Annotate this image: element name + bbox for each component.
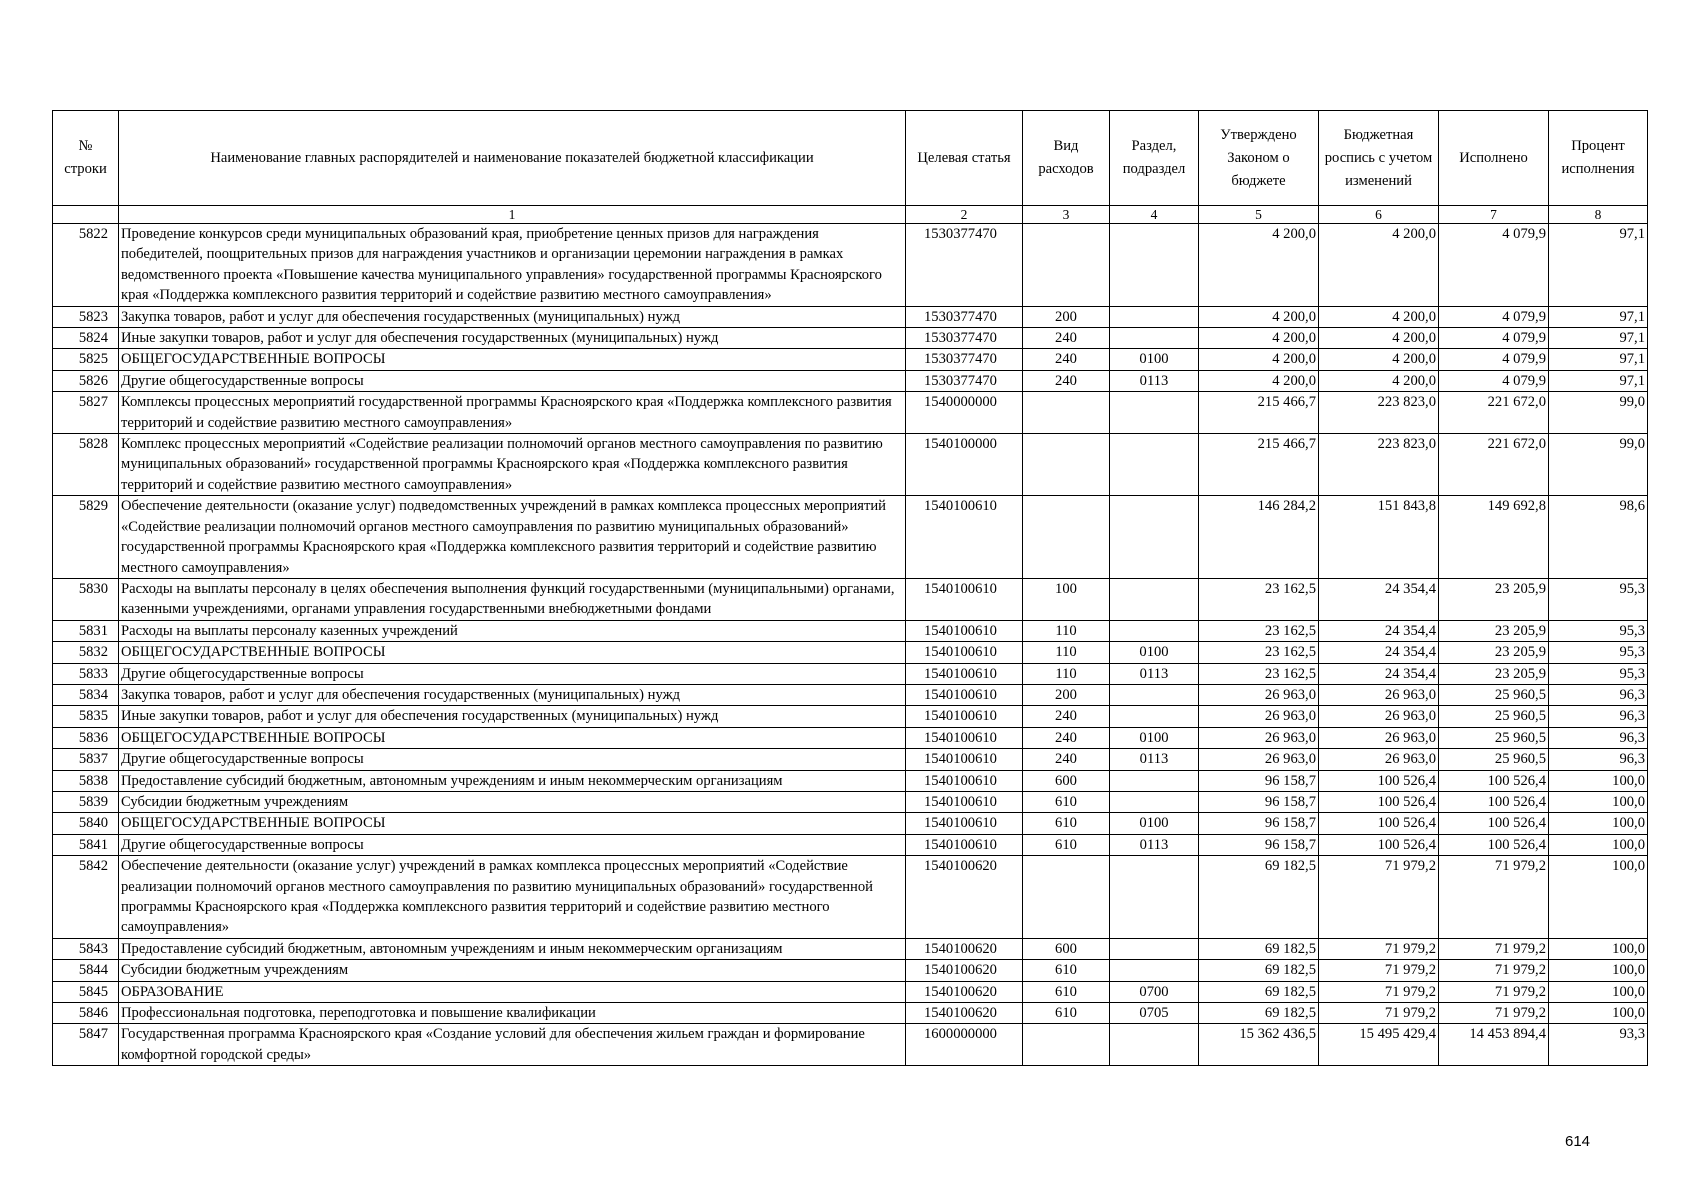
expense-kind-cell: 200 — [1023, 306, 1110, 327]
percent-cell: 100,0 — [1549, 981, 1648, 1002]
approved-cell: 69 182,5 — [1199, 856, 1319, 939]
budget-schedule-cell: 151 843,8 — [1319, 496, 1439, 579]
approved-cell: 96 158,7 — [1199, 791, 1319, 812]
section-cell: 0100 — [1110, 727, 1199, 748]
expense-kind-cell — [1023, 224, 1110, 307]
table-row — [53, 813, 1648, 834]
target-article-cell: 1540100610 — [906, 706, 1023, 727]
table-row — [53, 370, 1648, 391]
executed-cell: 4 079,9 — [1439, 328, 1549, 349]
expense-kind-cell: 240 — [1023, 727, 1110, 748]
expense-kind-cell: 240 — [1023, 328, 1110, 349]
section-cell — [1110, 791, 1199, 812]
name-cell: Комплексы процессных мероприятий государственной программы Красноярского края «Поддержка комплексного развития территорий и содействие развитию местного самоуправления» — [119, 392, 906, 434]
name-cell: Комплекс процессных мероприятий «Содействие реализации полномочий органов местного самоуправления по развитию муниципальных образований» государственной программы Красноярского края «Поддержка комплексного развития территорий и содействие развитию местного самоуправления» — [119, 434, 906, 496]
target-article-cell: 1540100610 — [906, 749, 1023, 770]
executed-cell: 25 960,5 — [1439, 684, 1549, 705]
expense-kind-cell: 240 — [1023, 370, 1110, 391]
table-row — [53, 749, 1648, 770]
section-cell — [1110, 434, 1199, 496]
executed-cell: 100 526,4 — [1439, 834, 1549, 855]
row-number-cell: 5841 — [53, 834, 119, 855]
budget-schedule-cell: 71 979,2 — [1319, 981, 1439, 1002]
percent-cell: 100,0 — [1549, 960, 1648, 981]
table-row — [53, 392, 1648, 434]
row-number-cell: 5845 — [53, 981, 119, 1002]
budget-schedule-cell: 100 526,4 — [1319, 791, 1439, 812]
expense-kind-cell: 610 — [1023, 981, 1110, 1002]
executed-cell: 71 979,2 — [1439, 938, 1549, 959]
percent-cell: 97,1 — [1549, 349, 1648, 370]
approved-cell: 215 466,7 — [1199, 434, 1319, 496]
column-number: 8 — [1549, 206, 1648, 224]
approved-cell: 4 200,0 — [1199, 306, 1319, 327]
percent-cell: 95,3 — [1549, 663, 1648, 684]
target-article-cell: 1540100610 — [906, 620, 1023, 641]
percent-cell: 95,3 — [1549, 642, 1648, 663]
approved-cell: 15 362 436,5 — [1199, 1024, 1319, 1066]
row-number-cell: 5846 — [53, 1003, 119, 1024]
row-number-cell: 5840 — [53, 813, 119, 834]
name-cell: Другие общегосударственные вопросы — [119, 749, 906, 770]
approved-cell: 23 162,5 — [1199, 578, 1319, 620]
row-number-cell: 5847 — [53, 1024, 119, 1066]
name-cell: Расходы на выплаты персоналу казенных учреждений — [119, 620, 906, 641]
table-row — [53, 349, 1648, 370]
column-number: 5 — [1199, 206, 1319, 224]
expense-kind-cell: 240 — [1023, 349, 1110, 370]
section-cell: 0113 — [1110, 370, 1199, 391]
budget-schedule-cell: 4 200,0 — [1319, 328, 1439, 349]
percent-cell: 96,3 — [1549, 749, 1648, 770]
table-row — [53, 938, 1648, 959]
section-cell: 0100 — [1110, 349, 1199, 370]
target-article-cell: 1530377470 — [906, 328, 1023, 349]
expense-kind-cell — [1023, 496, 1110, 579]
table-row — [53, 684, 1648, 705]
section-cell — [1110, 684, 1199, 705]
section-cell: 0113 — [1110, 749, 1199, 770]
row-number-cell: 5834 — [53, 684, 119, 705]
approved-cell: 26 963,0 — [1199, 727, 1319, 748]
executed-cell: 71 979,2 — [1439, 1003, 1549, 1024]
header-name: Наименование главных распорядителей и наименование показателей бюджетной классификации — [119, 111, 906, 206]
target-article-cell: 1540100000 — [906, 434, 1023, 496]
executed-cell: 23 205,9 — [1439, 578, 1549, 620]
row-number-cell: 5830 — [53, 578, 119, 620]
executed-cell: 4 079,9 — [1439, 349, 1549, 370]
section-cell: 0100 — [1110, 642, 1199, 663]
row-number-cell: 5825 — [53, 349, 119, 370]
percent-cell: 100,0 — [1549, 813, 1648, 834]
executed-cell: 23 205,9 — [1439, 663, 1549, 684]
table-row — [53, 791, 1648, 812]
budget-schedule-cell: 24 354,4 — [1319, 663, 1439, 684]
budget-schedule-cell: 26 963,0 — [1319, 727, 1439, 748]
name-cell: Иные закупки товаров, работ и услуг для обеспечения государственных (муниципальных) нужд — [119, 706, 906, 727]
column-number: 1 — [119, 206, 906, 224]
section-cell: 0100 — [1110, 813, 1199, 834]
table-row — [53, 706, 1648, 727]
executed-cell: 23 205,9 — [1439, 642, 1549, 663]
expense-kind-cell: 240 — [1023, 706, 1110, 727]
table-row — [53, 578, 1648, 620]
approved-cell: 69 182,5 — [1199, 981, 1319, 1002]
row-number-cell: 5838 — [53, 770, 119, 791]
section-cell — [1110, 224, 1199, 307]
approved-cell: 23 162,5 — [1199, 642, 1319, 663]
name-cell: ОБЩЕГОСУДАРСТВЕННЫЕ ВОПРОСЫ — [119, 727, 906, 748]
row-number-cell: 5827 — [53, 392, 119, 434]
table-row — [53, 663, 1648, 684]
target-article-cell: 1540100620 — [906, 960, 1023, 981]
approved-cell: 26 963,0 — [1199, 749, 1319, 770]
row-number-cell: 5826 — [53, 370, 119, 391]
approved-cell: 96 158,7 — [1199, 813, 1319, 834]
name-cell: Обеспечение деятельности (оказание услуг) учреждений в рамках комплекса процессных мероприятий «Содействие реализации полномочий органов местного самоуправления по развитию муниципальных образований» государственной программы Красноярского края «Поддержка комплексного развития территорий и содействие развитию местного самоуправления» — [119, 856, 906, 939]
expense-kind-cell: 100 — [1023, 578, 1110, 620]
header-target-article: Целевая статья — [906, 111, 1023, 206]
budget-schedule-cell: 71 979,2 — [1319, 938, 1439, 959]
target-article-cell: 1540000000 — [906, 392, 1023, 434]
expense-kind-cell: 610 — [1023, 813, 1110, 834]
name-cell: Проведение конкурсов среди муниципальных образований края, приобретение ценных призов для награждения победителей, поощрительных призов для награждения участников и организации церемонии награждения в рамках ведомственного проекта «Повышение качества муниципального управления» государственной программы Красноярского края «Поддержка комплексного развития территорий и содействие развитию местного самоуправления» — [119, 224, 906, 307]
row-number-cell: 5831 — [53, 620, 119, 641]
percent-cell: 100,0 — [1549, 938, 1648, 959]
target-article-cell: 1530377470 — [906, 349, 1023, 370]
table-row — [53, 1003, 1648, 1024]
name-cell: ОБЩЕГОСУДАРСТВЕННЫЕ ВОПРОСЫ — [119, 813, 906, 834]
section-cell — [1110, 306, 1199, 327]
expense-kind-cell: 200 — [1023, 684, 1110, 705]
expense-kind-cell: 240 — [1023, 749, 1110, 770]
column-number: 7 — [1439, 206, 1549, 224]
executed-cell: 149 692,8 — [1439, 496, 1549, 579]
column-number-row — [53, 206, 1648, 224]
budget-schedule-cell: 4 200,0 — [1319, 306, 1439, 327]
row-number-cell: 5842 — [53, 856, 119, 939]
name-cell: Иные закупки товаров, работ и услуг для обеспечения государственных (муниципальных) нужд — [119, 328, 906, 349]
percent-cell: 100,0 — [1549, 791, 1648, 812]
executed-cell: 221 672,0 — [1439, 434, 1549, 496]
name-cell: Другие общегосударственные вопросы — [119, 370, 906, 391]
approved-cell: 146 284,2 — [1199, 496, 1319, 579]
budget-schedule-cell: 71 979,2 — [1319, 1003, 1439, 1024]
target-article-cell: 1540100610 — [906, 684, 1023, 705]
target-article-cell: 1540100610 — [906, 834, 1023, 855]
target-article-cell: 1540100610 — [906, 791, 1023, 812]
column-number: 6 — [1319, 206, 1439, 224]
row-number-cell: 5828 — [53, 434, 119, 496]
target-article-cell: 1530377470 — [906, 370, 1023, 391]
section-cell: 0113 — [1110, 834, 1199, 855]
budget-schedule-cell: 71 979,2 — [1319, 960, 1439, 981]
section-cell — [1110, 960, 1199, 981]
name-cell: ОБЩЕГОСУДАРСТВЕННЫЕ ВОПРОСЫ — [119, 349, 906, 370]
budget-schedule-cell: 100 526,4 — [1319, 770, 1439, 791]
budget-schedule-cell: 15 495 429,4 — [1319, 1024, 1439, 1066]
percent-cell: 95,3 — [1549, 620, 1648, 641]
target-article-cell: 1540100610 — [906, 496, 1023, 579]
page-number: 614 — [1565, 1133, 1591, 1150]
expense-kind-cell: 610 — [1023, 960, 1110, 981]
approved-cell: 4 200,0 — [1199, 370, 1319, 391]
approved-cell: 215 466,7 — [1199, 392, 1319, 434]
approved-cell: 23 162,5 — [1199, 663, 1319, 684]
executed-cell: 4 079,9 — [1439, 224, 1549, 307]
column-number — [53, 206, 119, 224]
table-row — [53, 981, 1648, 1002]
percent-cell: 99,0 — [1549, 434, 1648, 496]
row-number-cell: 5833 — [53, 663, 119, 684]
target-article-cell: 1530377470 — [906, 306, 1023, 327]
section-cell — [1110, 496, 1199, 579]
percent-cell: 100,0 — [1549, 1003, 1648, 1024]
row-number-cell: 5822 — [53, 224, 119, 307]
row-number-cell: 5832 — [53, 642, 119, 663]
row-number-cell: 5844 — [53, 960, 119, 981]
executed-cell: 23 205,9 — [1439, 620, 1549, 641]
budget-schedule-cell: 4 200,0 — [1319, 224, 1439, 307]
budget-schedule-cell: 223 823,0 — [1319, 392, 1439, 434]
name-cell: Другие общегосударственные вопросы — [119, 834, 906, 855]
header-percent: Процент исполнения — [1549, 111, 1648, 206]
section-cell: 0113 — [1110, 663, 1199, 684]
expense-kind-cell: 110 — [1023, 642, 1110, 663]
budget-schedule-cell: 24 354,4 — [1319, 642, 1439, 663]
target-article-cell: 1540100620 — [906, 856, 1023, 939]
name-cell: Другие общегосударственные вопросы — [119, 663, 906, 684]
budget-document — [52, 110, 1647, 1066]
expense-kind-cell — [1023, 856, 1110, 939]
percent-cell: 95,3 — [1549, 578, 1648, 620]
executed-cell: 221 672,0 — [1439, 392, 1549, 434]
name-cell: ОБРАЗОВАНИЕ — [119, 981, 906, 1002]
percent-cell: 97,1 — [1549, 224, 1648, 307]
expense-kind-cell: 110 — [1023, 663, 1110, 684]
name-cell: Расходы на выплаты персоналу в целях обеспечения выполнения функций государственными (муниципальными) органами, казенными учреждениями, органами управления государственными внебюджетными фондами — [119, 578, 906, 620]
expense-kind-cell: 610 — [1023, 791, 1110, 812]
percent-cell: 96,3 — [1549, 684, 1648, 705]
approved-cell: 69 182,5 — [1199, 938, 1319, 959]
table-row — [53, 328, 1648, 349]
column-number: 2 — [906, 206, 1023, 224]
budget-schedule-cell: 24 354,4 — [1319, 578, 1439, 620]
budget-schedule-cell: 26 963,0 — [1319, 706, 1439, 727]
name-cell: Обеспечение деятельности (оказание услуг) подведомственных учреждений в рамках комплекса процессных мероприятий «Содействие реализации полномочий органов местного самоуправления по развитию муниципальных образований» государственной программы Красноярского края «Поддержка комплексного развития территорий и содействие развитию местного самоуправления» — [119, 496, 906, 579]
target-article-cell: 1540100620 — [906, 938, 1023, 959]
expense-kind-cell: 610 — [1023, 834, 1110, 855]
table-row — [53, 960, 1648, 981]
header-approved: Утверждено Законом о бюджете — [1199, 111, 1319, 206]
table-row — [53, 834, 1648, 855]
target-article-cell: 1540100610 — [906, 663, 1023, 684]
budget-schedule-cell: 223 823,0 — [1319, 434, 1439, 496]
row-number-cell: 5823 — [53, 306, 119, 327]
table-row — [53, 1024, 1648, 1066]
section-cell — [1110, 328, 1199, 349]
table-row — [53, 306, 1648, 327]
column-number: 4 — [1110, 206, 1199, 224]
executed-cell: 14 453 894,4 — [1439, 1024, 1549, 1066]
section-cell — [1110, 392, 1199, 434]
name-cell: Профессиональная подготовка, переподготовка и повышение квалификации — [119, 1003, 906, 1024]
budget-schedule-cell: 71 979,2 — [1319, 856, 1439, 939]
table-row — [53, 496, 1648, 579]
section-cell — [1110, 938, 1199, 959]
section-cell: 0705 — [1110, 1003, 1199, 1024]
approved-cell: 4 200,0 — [1199, 349, 1319, 370]
executed-cell: 100 526,4 — [1439, 770, 1549, 791]
expense-kind-cell: 600 — [1023, 938, 1110, 959]
row-number-cell: 5839 — [53, 791, 119, 812]
section-cell — [1110, 1024, 1199, 1066]
approved-cell: 96 158,7 — [1199, 834, 1319, 855]
target-article-cell: 1600000000 — [906, 1024, 1023, 1066]
table-row — [53, 856, 1648, 939]
percent-cell: 93,3 — [1549, 1024, 1648, 1066]
expense-kind-cell: 600 — [1023, 770, 1110, 791]
table-row — [53, 770, 1648, 791]
header-expense-kind: Вид расходов — [1023, 111, 1110, 206]
name-cell: Субсидии бюджетным учреждениям — [119, 791, 906, 812]
table-row — [53, 434, 1648, 496]
approved-cell: 4 200,0 — [1199, 328, 1319, 349]
name-cell: Закупка товаров, работ и услуг для обеспечения государственных (муниципальных) нужд — [119, 306, 906, 327]
name-cell: Закупка товаров, работ и услуг для обеспечения государственных (муниципальных) нужд — [119, 684, 906, 705]
percent-cell: 99,0 — [1549, 392, 1648, 434]
approved-cell: 69 182,5 — [1199, 1003, 1319, 1024]
row-number-cell: 5829 — [53, 496, 119, 579]
executed-cell: 71 979,2 — [1439, 960, 1549, 981]
budget-schedule-cell: 26 963,0 — [1319, 684, 1439, 705]
expense-kind-cell: 610 — [1023, 1003, 1110, 1024]
section-cell — [1110, 578, 1199, 620]
percent-cell: 100,0 — [1549, 856, 1648, 939]
section-cell — [1110, 706, 1199, 727]
row-number-cell: 5843 — [53, 938, 119, 959]
percent-cell: 97,1 — [1549, 370, 1648, 391]
header-row-number: № строки — [53, 111, 119, 206]
executed-cell: 100 526,4 — [1439, 791, 1549, 812]
table-row — [53, 620, 1648, 641]
target-article-cell: 1540100620 — [906, 1003, 1023, 1024]
header-row — [53, 111, 1648, 206]
percent-cell: 97,1 — [1549, 306, 1648, 327]
target-article-cell: 1540100610 — [906, 727, 1023, 748]
budget-schedule-cell: 100 526,4 — [1319, 834, 1439, 855]
approved-cell: 26 963,0 — [1199, 684, 1319, 705]
approved-cell: 26 963,0 — [1199, 706, 1319, 727]
budget-schedule-cell: 24 354,4 — [1319, 620, 1439, 641]
target-article-cell: 1540100610 — [906, 813, 1023, 834]
approved-cell: 96 158,7 — [1199, 770, 1319, 791]
expense-kind-cell — [1023, 392, 1110, 434]
row-number-cell: 5837 — [53, 749, 119, 770]
percent-cell: 100,0 — [1549, 770, 1648, 791]
approved-cell: 69 182,5 — [1199, 960, 1319, 981]
header-budget-schedule: Бюджетная роспись с учетом изменений — [1319, 111, 1439, 206]
executed-cell: 71 979,2 — [1439, 981, 1549, 1002]
row-number-cell: 5824 — [53, 328, 119, 349]
percent-cell: 96,3 — [1549, 706, 1648, 727]
column-number: 3 — [1023, 206, 1110, 224]
budget-schedule-cell: 4 200,0 — [1319, 349, 1439, 370]
name-cell: ОБЩЕГОСУДАРСТВЕННЫЕ ВОПРОСЫ — [119, 642, 906, 663]
executed-cell: 71 979,2 — [1439, 856, 1549, 939]
expense-kind-cell — [1023, 434, 1110, 496]
table-row — [53, 642, 1648, 663]
executed-cell: 4 079,9 — [1439, 306, 1549, 327]
table-row — [53, 224, 1648, 307]
row-number-cell: 5836 — [53, 727, 119, 748]
section-cell: 0700 — [1110, 981, 1199, 1002]
executed-cell: 4 079,9 — [1439, 370, 1549, 391]
percent-cell: 96,3 — [1549, 727, 1648, 748]
target-article-cell: 1540100610 — [906, 770, 1023, 791]
target-article-cell: 1540100620 — [906, 981, 1023, 1002]
executed-cell: 100 526,4 — [1439, 813, 1549, 834]
percent-cell: 100,0 — [1549, 834, 1648, 855]
table-row — [53, 727, 1648, 748]
name-cell: Предоставление субсидий бюджетным, автономным учреждениям и иным некоммерческим организациям — [119, 770, 906, 791]
approved-cell: 23 162,5 — [1199, 620, 1319, 641]
approved-cell: 4 200,0 — [1199, 224, 1319, 307]
budget-schedule-cell: 26 963,0 — [1319, 749, 1439, 770]
section-cell — [1110, 856, 1199, 939]
target-article-cell: 1540100610 — [906, 642, 1023, 663]
executed-cell: 25 960,5 — [1439, 727, 1549, 748]
percent-cell: 98,6 — [1549, 496, 1648, 579]
expense-kind-cell: 110 — [1023, 620, 1110, 641]
header-section: Раздел, подраздел — [1110, 111, 1199, 206]
name-cell: Государственная программа Красноярского края «Создание условий для обеспечения жильем граждан и формирование комфортной городской среды» — [119, 1024, 906, 1066]
name-cell: Предоставление субсидий бюджетным, автономным учреждениям и иным некоммерческим организациям — [119, 938, 906, 959]
budget-schedule-cell: 4 200,0 — [1319, 370, 1439, 391]
budget-schedule-cell: 100 526,4 — [1319, 813, 1439, 834]
executed-cell: 25 960,5 — [1439, 706, 1549, 727]
target-article-cell: 1540100610 — [906, 578, 1023, 620]
budget-table — [52, 110, 1648, 1066]
section-cell — [1110, 770, 1199, 791]
target-article-cell: 1530377470 — [906, 224, 1023, 307]
executed-cell: 25 960,5 — [1439, 749, 1549, 770]
header-executed: Исполнено — [1439, 111, 1549, 206]
name-cell: Субсидии бюджетным учреждениям — [119, 960, 906, 981]
expense-kind-cell — [1023, 1024, 1110, 1066]
row-number-cell: 5835 — [53, 706, 119, 727]
table-body — [53, 224, 1648, 1066]
percent-cell: 97,1 — [1549, 328, 1648, 349]
section-cell — [1110, 620, 1199, 641]
